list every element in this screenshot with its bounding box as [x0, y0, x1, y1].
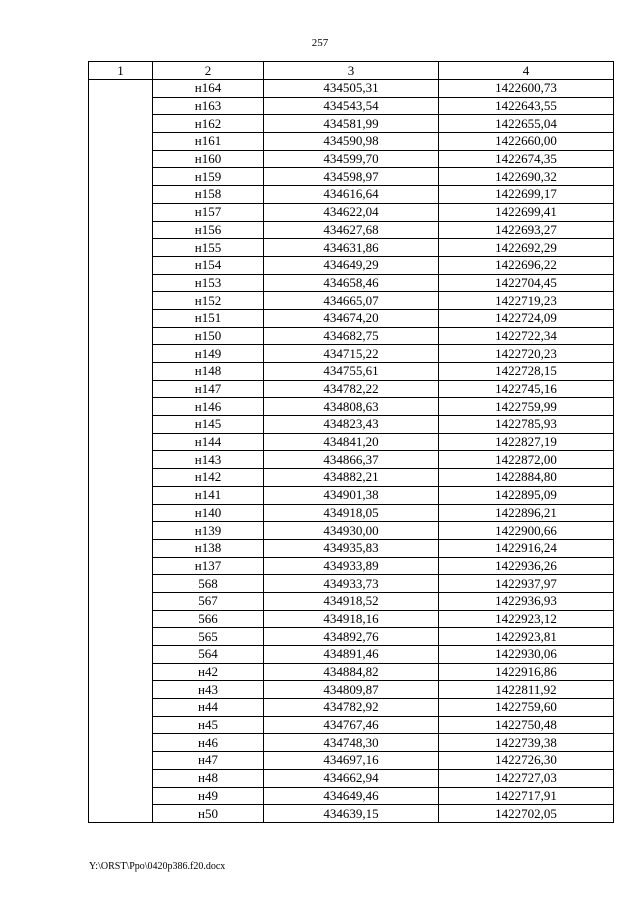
y-coordinate-cell: 1422745,16: [439, 380, 614, 398]
point-id-cell: н149: [153, 345, 264, 363]
table-row: [89, 433, 614, 451]
point-id-cell: н163: [153, 97, 264, 115]
table-row: [89, 805, 614, 823]
table-row: [89, 150, 614, 168]
table-row: [89, 398, 614, 416]
column-header-2: 2: [153, 62, 264, 80]
x-coordinate-cell: 434918,16: [264, 610, 439, 628]
x-coordinate-cell: 434505,31: [264, 80, 439, 98]
header-row: [89, 62, 614, 80]
x-coordinate-cell: 434901,38: [264, 486, 439, 504]
y-coordinate-cell: 1422916,86: [439, 663, 614, 681]
y-coordinate-cell: 1422702,05: [439, 805, 614, 823]
y-coordinate-cell: 1422884,80: [439, 469, 614, 487]
column-header-3: 3: [264, 62, 439, 80]
table-row: [89, 380, 614, 398]
table-row: [89, 203, 614, 221]
x-coordinate-cell: 434649,46: [264, 787, 439, 805]
x-coordinate-cell: 434627,68: [264, 221, 439, 239]
point-id-cell: н164: [153, 80, 264, 98]
point-id-cell: н46: [153, 734, 264, 752]
table-row: [89, 752, 614, 770]
table-row: [89, 363, 614, 381]
point-id-cell: н146: [153, 398, 264, 416]
point-id-cell: 566: [153, 610, 264, 628]
table-row: [89, 292, 614, 310]
table-row: [89, 168, 614, 186]
point-id-cell: н158: [153, 186, 264, 204]
y-coordinate-cell: 1422696,22: [439, 256, 614, 274]
column-header-4: 4: [439, 62, 614, 80]
point-id-cell: 564: [153, 646, 264, 664]
point-id-cell: н160: [153, 150, 264, 168]
x-coordinate-cell: 434918,52: [264, 592, 439, 610]
y-coordinate-cell: 1422811,92: [439, 681, 614, 699]
point-id-cell: н42: [153, 663, 264, 681]
x-coordinate-cell: 434649,29: [264, 256, 439, 274]
point-id-cell: н50: [153, 805, 264, 823]
x-coordinate-cell: 434823,43: [264, 416, 439, 434]
x-coordinate-cell: 434884,82: [264, 663, 439, 681]
y-coordinate-cell: 1422916,24: [439, 539, 614, 557]
table-row: [89, 504, 614, 522]
point-id-cell: 568: [153, 575, 264, 593]
x-coordinate-cell: 434748,30: [264, 734, 439, 752]
point-id-cell: н153: [153, 274, 264, 292]
y-coordinate-cell: 1422727,03: [439, 769, 614, 787]
y-coordinate-cell: 1422699,41: [439, 203, 614, 221]
x-coordinate-cell: 434715,22: [264, 345, 439, 363]
y-coordinate-cell: 1422699,17: [439, 186, 614, 204]
x-coordinate-cell: 434639,15: [264, 805, 439, 823]
y-coordinate-cell: 1422750,48: [439, 716, 614, 734]
x-coordinate-cell: 434841,20: [264, 433, 439, 451]
table-row: [89, 522, 614, 540]
point-id-cell: н143: [153, 451, 264, 469]
x-coordinate-cell: 434590,98: [264, 133, 439, 151]
page-number: 257: [311, 37, 329, 49]
x-coordinate-cell: 434599,70: [264, 150, 439, 168]
table-header: [89, 62, 614, 80]
table-row: [89, 628, 614, 646]
table-row: [89, 239, 614, 257]
y-coordinate-cell: 1422739,38: [439, 734, 614, 752]
table-row: [89, 115, 614, 133]
point-id-cell: н151: [153, 309, 264, 327]
point-id-cell: н138: [153, 539, 264, 557]
x-coordinate-cell: 434866,37: [264, 451, 439, 469]
y-coordinate-cell: 1422936,26: [439, 557, 614, 575]
x-coordinate-cell: 434598,97: [264, 168, 439, 186]
y-coordinate-cell: 1422690,32: [439, 168, 614, 186]
y-coordinate-cell: 1422674,35: [439, 150, 614, 168]
y-coordinate-cell: 1422930,06: [439, 646, 614, 664]
point-id-cell: н45: [153, 716, 264, 734]
table-row: [89, 646, 614, 664]
y-coordinate-cell: 1422726,30: [439, 752, 614, 770]
y-coordinate-cell: 1422643,55: [439, 97, 614, 115]
y-coordinate-cell: 1422719,23: [439, 292, 614, 310]
table-row: [89, 221, 614, 239]
x-coordinate-cell: 434809,87: [264, 681, 439, 699]
point-id-cell: н140: [153, 504, 264, 522]
x-coordinate-cell: 434658,46: [264, 274, 439, 292]
point-id-cell: н47: [153, 752, 264, 770]
x-coordinate-cell: 434782,22: [264, 380, 439, 398]
x-coordinate-cell: 434882,21: [264, 469, 439, 487]
x-coordinate-cell: 434622,04: [264, 203, 439, 221]
point-id-cell: н155: [153, 239, 264, 257]
x-coordinate-cell: 434767,46: [264, 716, 439, 734]
point-id-cell: 565: [153, 628, 264, 646]
x-coordinate-cell: 434933,89: [264, 557, 439, 575]
point-id-cell: н44: [153, 699, 264, 717]
point-id-cell: н139: [153, 522, 264, 540]
table-row: [89, 327, 614, 345]
y-coordinate-cell: 1422720,23: [439, 345, 614, 363]
x-coordinate-cell: 434697,16: [264, 752, 439, 770]
y-coordinate-cell: 1422872,00: [439, 451, 614, 469]
y-coordinate-cell: 1422937,97: [439, 575, 614, 593]
y-coordinate-cell: 1422896,21: [439, 504, 614, 522]
coordinates-table: [88, 61, 614, 823]
y-coordinate-cell: 1422923,12: [439, 610, 614, 628]
table-row: [89, 663, 614, 681]
point-id-cell: н150: [153, 327, 264, 345]
y-coordinate-cell: 1422759,99: [439, 398, 614, 416]
x-coordinate-cell: 434782,92: [264, 699, 439, 717]
table-row: [89, 97, 614, 115]
y-coordinate-cell: 1422724,09: [439, 309, 614, 327]
y-coordinate-cell: 1422693,27: [439, 221, 614, 239]
x-coordinate-cell: 434674,20: [264, 309, 439, 327]
point-id-cell: н145: [153, 416, 264, 434]
point-id-cell: н49: [153, 787, 264, 805]
x-coordinate-cell: 434581,99: [264, 115, 439, 133]
x-coordinate-cell: 434918,05: [264, 504, 439, 522]
x-coordinate-cell: 434665,07: [264, 292, 439, 310]
point-id-cell: н142: [153, 469, 264, 487]
point-id-cell: н154: [153, 256, 264, 274]
point-id-cell: н157: [153, 203, 264, 221]
point-id-cell: н152: [153, 292, 264, 310]
point-id-cell: н156: [153, 221, 264, 239]
x-coordinate-cell: 434935,83: [264, 539, 439, 557]
y-coordinate-cell: 1422660,00: [439, 133, 614, 151]
x-coordinate-cell: 434682,75: [264, 327, 439, 345]
y-coordinate-cell: 1422704,45: [439, 274, 614, 292]
y-coordinate-cell: 1422728,15: [439, 363, 614, 381]
x-coordinate-cell: 434543,54: [264, 97, 439, 115]
x-coordinate-cell: 434808,63: [264, 398, 439, 416]
x-coordinate-cell: 434616,64: [264, 186, 439, 204]
table-row: [89, 769, 614, 787]
point-id-cell: н141: [153, 486, 264, 504]
table-row: [89, 610, 614, 628]
table-row: [89, 681, 614, 699]
x-coordinate-cell: 434755,61: [264, 363, 439, 381]
y-coordinate-cell: 1422722,34: [439, 327, 614, 345]
point-id-cell: н48: [153, 769, 264, 787]
table-body: [89, 80, 614, 823]
table-row: [89, 416, 614, 434]
table-row: [89, 486, 614, 504]
point-id-cell: н148: [153, 363, 264, 381]
point-id-cell: н147: [153, 380, 264, 398]
point-id-cell: н162: [153, 115, 264, 133]
point-id-cell: н161: [153, 133, 264, 151]
y-coordinate-cell: 1422759,60: [439, 699, 614, 717]
x-coordinate-cell: 434631,86: [264, 239, 439, 257]
y-coordinate-cell: 1422936,93: [439, 592, 614, 610]
table-row: [89, 575, 614, 593]
table-row: [89, 186, 614, 204]
table-row: [89, 274, 614, 292]
y-coordinate-cell: 1422923,81: [439, 628, 614, 646]
table-row: [89, 557, 614, 575]
footer-file-path: Y:\ORST\Ppo\0420p386.f20.docx: [89, 861, 226, 872]
y-coordinate-cell: 1422827,19: [439, 433, 614, 451]
point-id-cell: н137: [153, 557, 264, 575]
table-row: [89, 716, 614, 734]
column-header-1: 1: [89, 62, 153, 80]
x-coordinate-cell: 434892,76: [264, 628, 439, 646]
table-row: [89, 80, 614, 98]
table-row: [89, 133, 614, 151]
y-coordinate-cell: 1422900,66: [439, 522, 614, 540]
table-row: [89, 699, 614, 717]
table-row: [89, 787, 614, 805]
table-row: [89, 451, 614, 469]
x-coordinate-cell: 434933,73: [264, 575, 439, 593]
table-row: [89, 592, 614, 610]
table-row: [89, 256, 614, 274]
point-id-cell: н144: [153, 433, 264, 451]
table-row: [89, 309, 614, 327]
y-coordinate-cell: 1422600,73: [439, 80, 614, 98]
x-coordinate-cell: 434662,94: [264, 769, 439, 787]
section-cell: [89, 80, 153, 823]
table-row: [89, 469, 614, 487]
point-id-cell: 567: [153, 592, 264, 610]
y-coordinate-cell: 1422692,29: [439, 239, 614, 257]
point-id-cell: н159: [153, 168, 264, 186]
y-coordinate-cell: 1422655,04: [439, 115, 614, 133]
table-row: [89, 734, 614, 752]
x-coordinate-cell: 434930,00: [264, 522, 439, 540]
point-id-cell: н43: [153, 681, 264, 699]
table-row: [89, 345, 614, 363]
y-coordinate-cell: 1422895,09: [439, 486, 614, 504]
y-coordinate-cell: 1422717,91: [439, 787, 614, 805]
y-coordinate-cell: 1422785,93: [439, 416, 614, 434]
table-row: [89, 539, 614, 557]
x-coordinate-cell: 434891,46: [264, 646, 439, 664]
